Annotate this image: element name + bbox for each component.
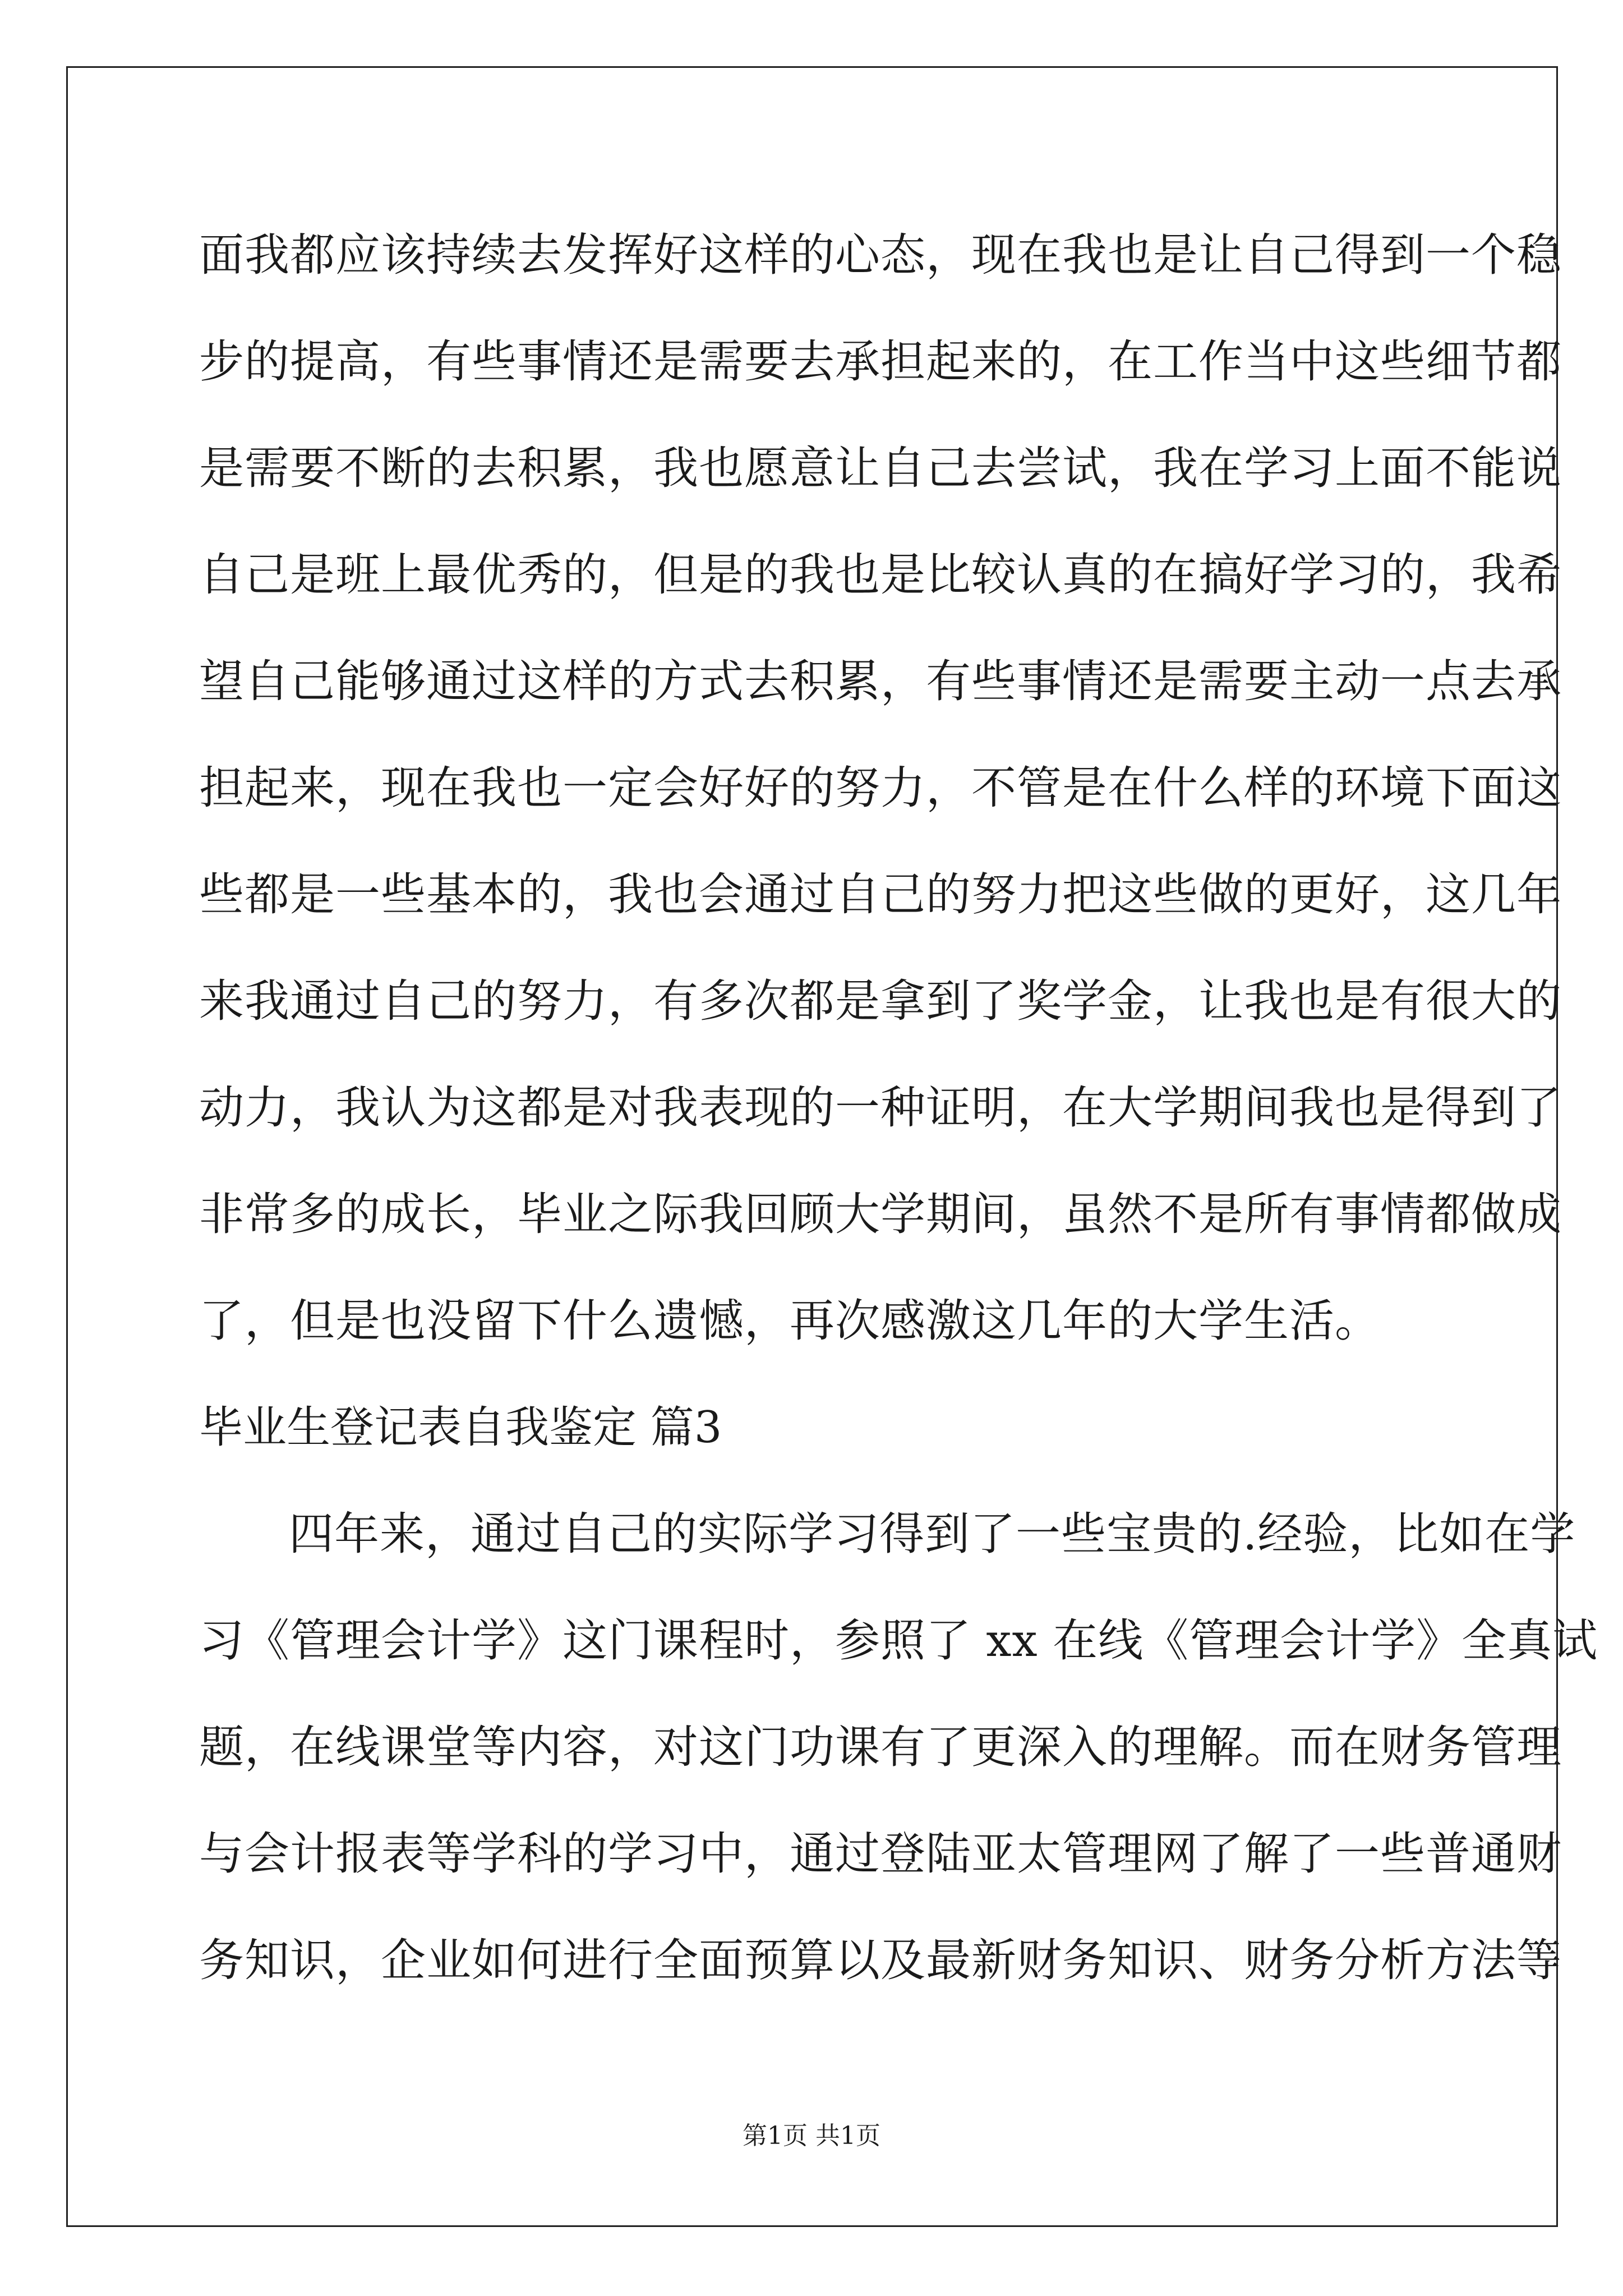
text-line: 来我通过自己的努力，有多次都是拿到了奖学金，让我也是有很大的 xyxy=(199,975,1562,1027)
paragraph-2 xyxy=(199,1481,1598,2014)
text-line: 些都是一些基本的，我也会通过自己的努力把这些做的更好，这几年 xyxy=(199,868,1562,921)
section-heading: 毕业生登记表自我鉴定 篇3 xyxy=(199,1402,722,1453)
text-line: 非常多的成长，毕业之际我回顾大学期间，虽然不是所有事情都做成 xyxy=(199,1188,1562,1240)
page-footer: 第1页 共1页 xyxy=(743,2122,880,2150)
text-line: 与会计报表等学科的学习中，通过登陆亚太管理网了解了一些普通财 xyxy=(199,1828,1562,1880)
text-line: 是需要不断的去积累，我也愿意让自己去尝试，我在学习上面不能说 xyxy=(199,442,1562,494)
text-line: 四年来，通过自己的实际学习得到了一些宝贵的.经验，比如在学 xyxy=(289,1508,1576,1560)
text-line: 面我都应该持续去发挥好这样的心态，现在我也是让自己得到一个稳 xyxy=(199,229,1562,281)
text-line: 担起来，现在我也一定会好好的努力，不管是在什么样的环境下面这 xyxy=(199,762,1562,814)
text-line: 动力，我认为这都是对我表现的一种证明，在大学期间我也是得到了 xyxy=(199,1082,1562,1134)
text-line: 望自己能够通过这样的方式去积累，有些事情还是需要主动一点去承 xyxy=(199,655,1562,707)
text-line: 了，但是也没留下什么遗憾，再次感激这几年的大学生活。 xyxy=(199,1295,1380,1347)
text-line: 步的提高，有些事情还是需要去承担起来的，在工作当中这些细节都 xyxy=(199,335,1562,388)
paragraph-1 xyxy=(199,202,1562,1374)
document-body xyxy=(199,202,1598,2014)
text-line: 题，在线课堂等内容，对这门功课有了更深入的理解。而在财务管理 xyxy=(199,1721,1562,1773)
text-line: 习《管理会计学》这门课程时，参照了 xx 在线《管理会计学》全真试 xyxy=(199,1614,1598,1667)
text-line: 自己是班上最优秀的，但是的我也是比较认真的在搞好学习的，我希 xyxy=(199,549,1562,601)
text-line: 务知识，企业如何进行全面预算以及最新财务知识、财务分析方法等 xyxy=(199,1934,1562,1986)
